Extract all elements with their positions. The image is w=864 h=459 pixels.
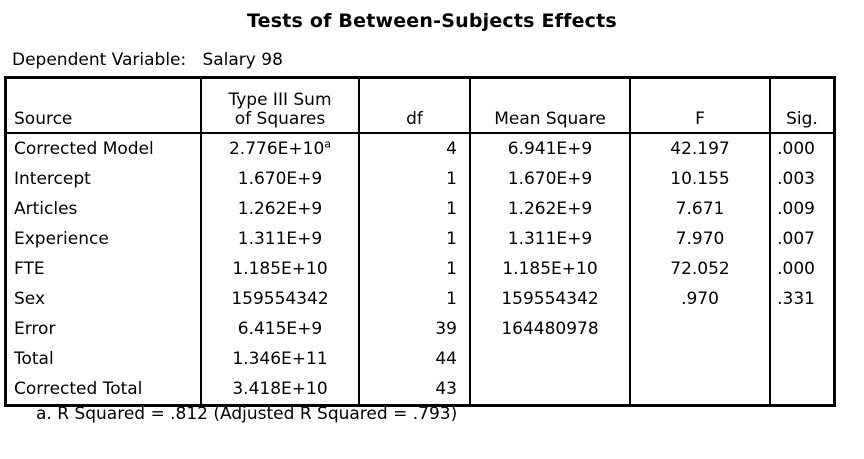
cell-df: 39 [359, 314, 470, 344]
cell-ms: 1.262E+9 [470, 194, 630, 224]
cell-f: 7.970 [630, 224, 770, 254]
header-source: Source [6, 78, 202, 134]
cell-sig [770, 374, 835, 406]
cell-f: 7.671 [630, 194, 770, 224]
cell-sig [770, 314, 835, 344]
header-ss-line1: Type III Sum [228, 90, 332, 110]
cell-df: 44 [359, 344, 470, 374]
cell-ms: 1.185E+10 [470, 254, 630, 284]
header-sum-of-squares [201, 78, 359, 134]
table-row [6, 224, 835, 254]
table-row [6, 133, 835, 164]
cell-ms: 159554342 [470, 284, 630, 314]
table-row [6, 254, 835, 284]
cell-ss: 1.185E+10 [201, 254, 359, 284]
cell-f: 10.155 [630, 164, 770, 194]
cell-ss: 3.418E+10 [201, 374, 359, 406]
cell-source: Intercept [6, 164, 202, 194]
cell-ss: 1.346E+11 [201, 344, 359, 374]
cell-sig: .331 [777, 289, 815, 309]
cell-df: 1 [359, 164, 470, 194]
cell-df: 1 [359, 284, 470, 314]
cell-sig: .003 [777, 169, 815, 189]
cell-sig: .000 [777, 139, 815, 159]
footnote: a. R Squared = .812 (Adjusted R Squared = .793) [36, 404, 458, 424]
cell-source: Corrected Total [6, 374, 202, 406]
cell-ms: 1.311E+9 [470, 224, 630, 254]
cell-ss-value: 2.776E+10 [228, 139, 325, 159]
cell-source: Total [6, 344, 202, 374]
cell-df: 43 [359, 374, 470, 406]
header-ss-line2: of Squares [234, 109, 326, 129]
table-title: Tests of Between-Subjects Effects [247, 10, 617, 32]
header-row [6, 78, 835, 134]
cell-sig: .009 [777, 199, 815, 219]
table-row [6, 284, 835, 314]
cell-ss: 6.415E+9 [201, 314, 359, 344]
cell-source: Articles [6, 194, 202, 224]
cell-source: Corrected Model [6, 133, 202, 164]
cell-ms [470, 344, 630, 374]
table-row [6, 314, 835, 344]
cell-source: Sex [6, 284, 202, 314]
cell-f [630, 374, 770, 406]
anova-table [4, 76, 836, 407]
footnote-marker: a [324, 137, 332, 151]
cell-df: 1 [359, 194, 470, 224]
cell-ss: 1.670E+9 [201, 164, 359, 194]
dependent-variable-label: Dependent Variable: [12, 50, 187, 70]
cell-source: Experience [6, 224, 202, 254]
cell-ms [470, 374, 630, 406]
table-row [6, 194, 835, 224]
cell-ms: 6.941E+9 [470, 133, 630, 164]
cell-f [630, 344, 770, 374]
header-mean-square: Mean Square [470, 78, 630, 134]
cell-f: 72.052 [630, 254, 770, 284]
header-f: F [630, 78, 770, 134]
cell-df: 1 [359, 224, 470, 254]
dependent-variable-value: Salary 98 [202, 50, 283, 70]
cell-ss: 159554342 [201, 284, 359, 314]
header-df: df [359, 78, 470, 134]
cell-ss [201, 133, 359, 164]
cell-sig: .007 [777, 229, 815, 249]
cell-f [630, 314, 770, 344]
cell-sig: .000 [777, 259, 815, 279]
cell-f: 42.197 [630, 133, 770, 164]
cell-source: Error [6, 314, 202, 344]
table-row [6, 344, 835, 374]
cell-df: 4 [359, 133, 470, 164]
dependent-variable-line [12, 50, 283, 70]
cell-f: .970 [630, 284, 770, 314]
cell-ss: 1.311E+9 [201, 224, 359, 254]
table-row [6, 374, 835, 406]
cell-ms: 164480978 [470, 314, 630, 344]
cell-source: FTE [6, 254, 202, 284]
table-row [6, 164, 835, 194]
cell-df: 1 [359, 254, 470, 284]
header-sig: Sig. [770, 78, 835, 134]
cell-ss: 1.262E+9 [201, 194, 359, 224]
cell-ms: 1.670E+9 [470, 164, 630, 194]
cell-sig [770, 344, 835, 374]
